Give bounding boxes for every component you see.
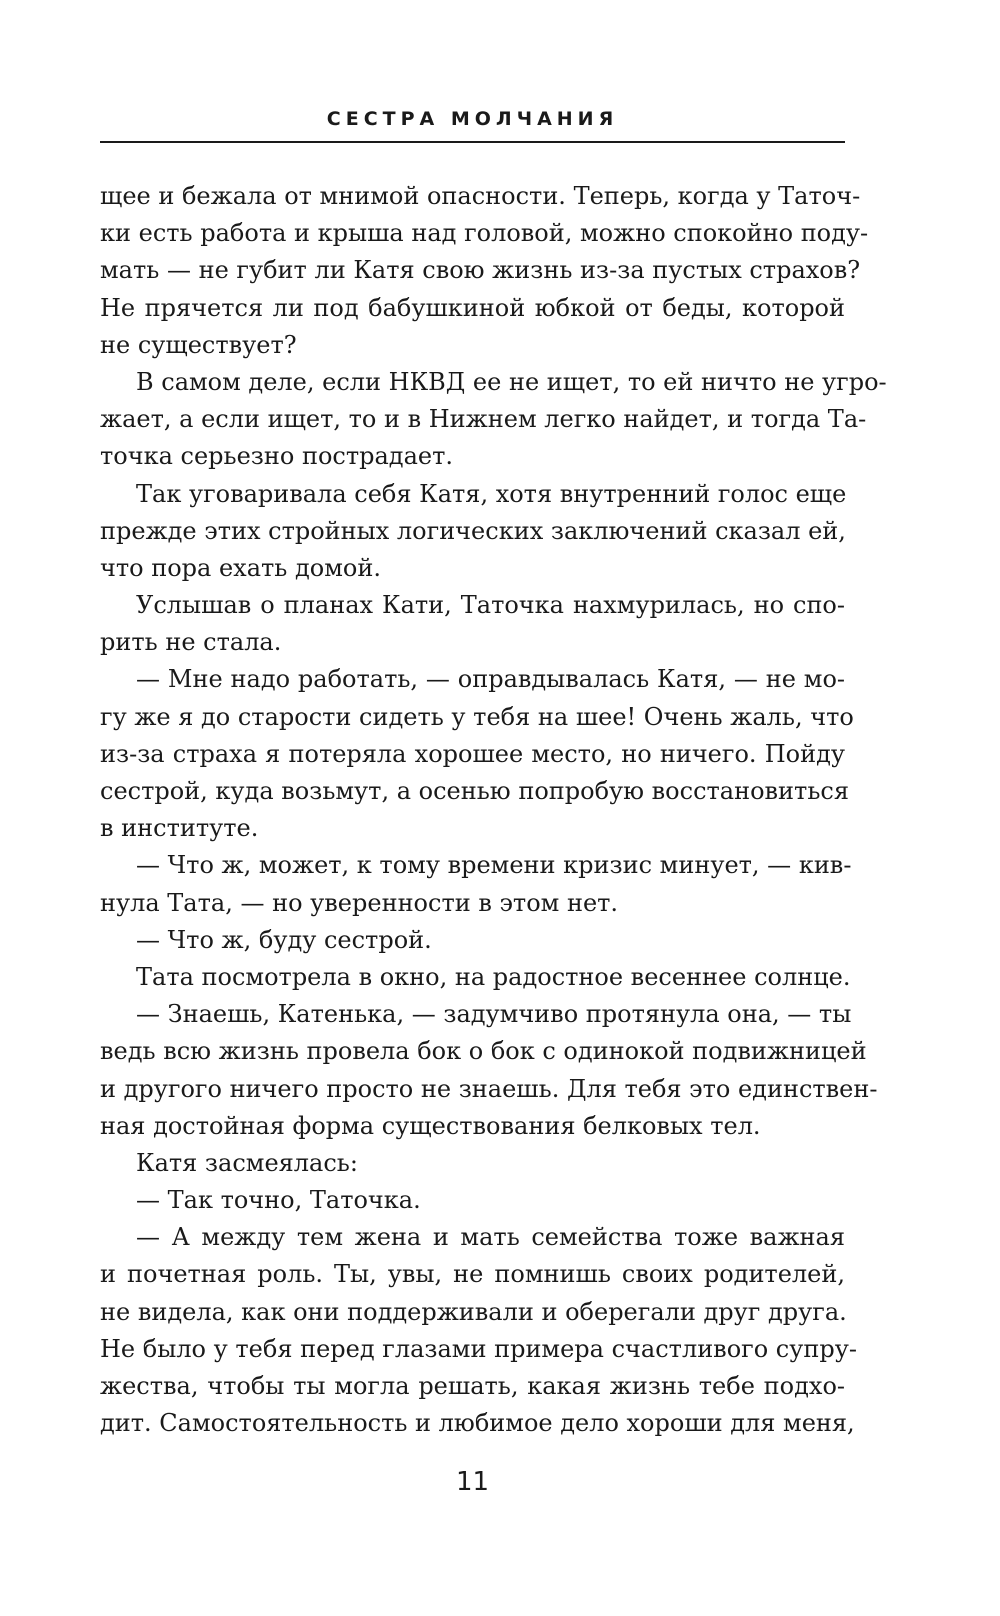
text-line: Так уговаривала себя Катя, хотя внутренний голос еще	[136, 479, 847, 508]
text-line: жает, а если ищет, то и в Нижнем легко найдет, и тогда Та-	[100, 405, 867, 434]
text-line: — Что ж, буду сестрой.	[136, 925, 432, 954]
text-line: Услышав о планах Кати, Таточка нахмурилась, но спо-	[136, 591, 845, 620]
text-line: — Мне надо работать, — оправдывалась Катя, — не мо-	[136, 665, 845, 694]
text-line: — Знаешь, Катенька, — задумчиво протянула она, — ты	[136, 1000, 852, 1029]
text-line: ведь всю жизнь провела бок о бок с одинокой подвижницей	[100, 1037, 867, 1066]
text-line: прежде этих стройных логических заключений сказал ей,	[100, 516, 846, 545]
running-head: СЕСТРА МОЛЧАНИЯ	[326, 108, 619, 130]
text-line: сестрой, куда возьмут, а осенью попробую восстановиться	[100, 777, 849, 805]
text-line: дит. Самостоятельность и любимое дело хороши для меня,	[100, 1409, 855, 1438]
text-line: Не было у тебя перед глазами примера счастливого супру-	[100, 1334, 857, 1363]
text-line: В самом деле, если НКВД ее не ищет, то ей ничто не угро-	[136, 367, 887, 396]
text-line: Не прячется ли под бабушкиной юбкой от беды, которой	[100, 293, 845, 322]
text-line: мать — не губит ли Катя свою жизнь из-за пустых страхов?	[100, 256, 861, 285]
body-text	[100, 178, 887, 1442]
text-line: не существует?	[100, 330, 297, 359]
text-line: ки есть работа и крыша над головой, можно спокойно поду-	[100, 219, 869, 248]
text-line: — А между тем жена и мать семейства тоже важная	[136, 1223, 845, 1252]
text-line: — Так точно, Таточка.	[136, 1186, 421, 1215]
text-line: и почетная роль. Ты, увы, не помнишь своих родителей,	[100, 1260, 845, 1289]
page-number: 11	[455, 1467, 490, 1497]
text-line: в институте.	[100, 814, 259, 843]
text-line: жества, чтобы ты могла решать, какая жизнь тебе подхо-	[100, 1372, 845, 1400]
text-line: не видела, как они поддерживали и оберегали друг друга.	[100, 1297, 847, 1326]
header-rule	[100, 141, 845, 143]
text-line: щее и бежала от мнимой опасности. Теперь, когда у Таточ-	[100, 182, 861, 210]
text-line: из-за страха я потеряла хорошее место, но ничего. Пойду	[100, 739, 845, 768]
text-line: ная достойная форма существования белковых тел.	[100, 1111, 761, 1140]
text-line: рить не стала.	[100, 628, 282, 657]
text-line: точка серьезно пострадает.	[100, 442, 454, 471]
text-line: что пора ехать домой.	[100, 553, 381, 582]
text-line: нула Тата, — но уверенности в этом нет.	[100, 888, 619, 917]
text-line: Катя засмеялась:	[136, 1148, 358, 1177]
text-line: Тата посмотрела в окно, на радостное весеннее солнце.	[136, 962, 851, 991]
text-line: гу же я до старости сидеть у тебя на шее! Очень жаль, что	[100, 702, 854, 731]
text-line: — Что ж, может, к тому времени кризис минует, — кив-	[136, 851, 852, 880]
text-line: и другого ничего просто не знаешь. Для тебя это единствен-	[100, 1074, 878, 1103]
